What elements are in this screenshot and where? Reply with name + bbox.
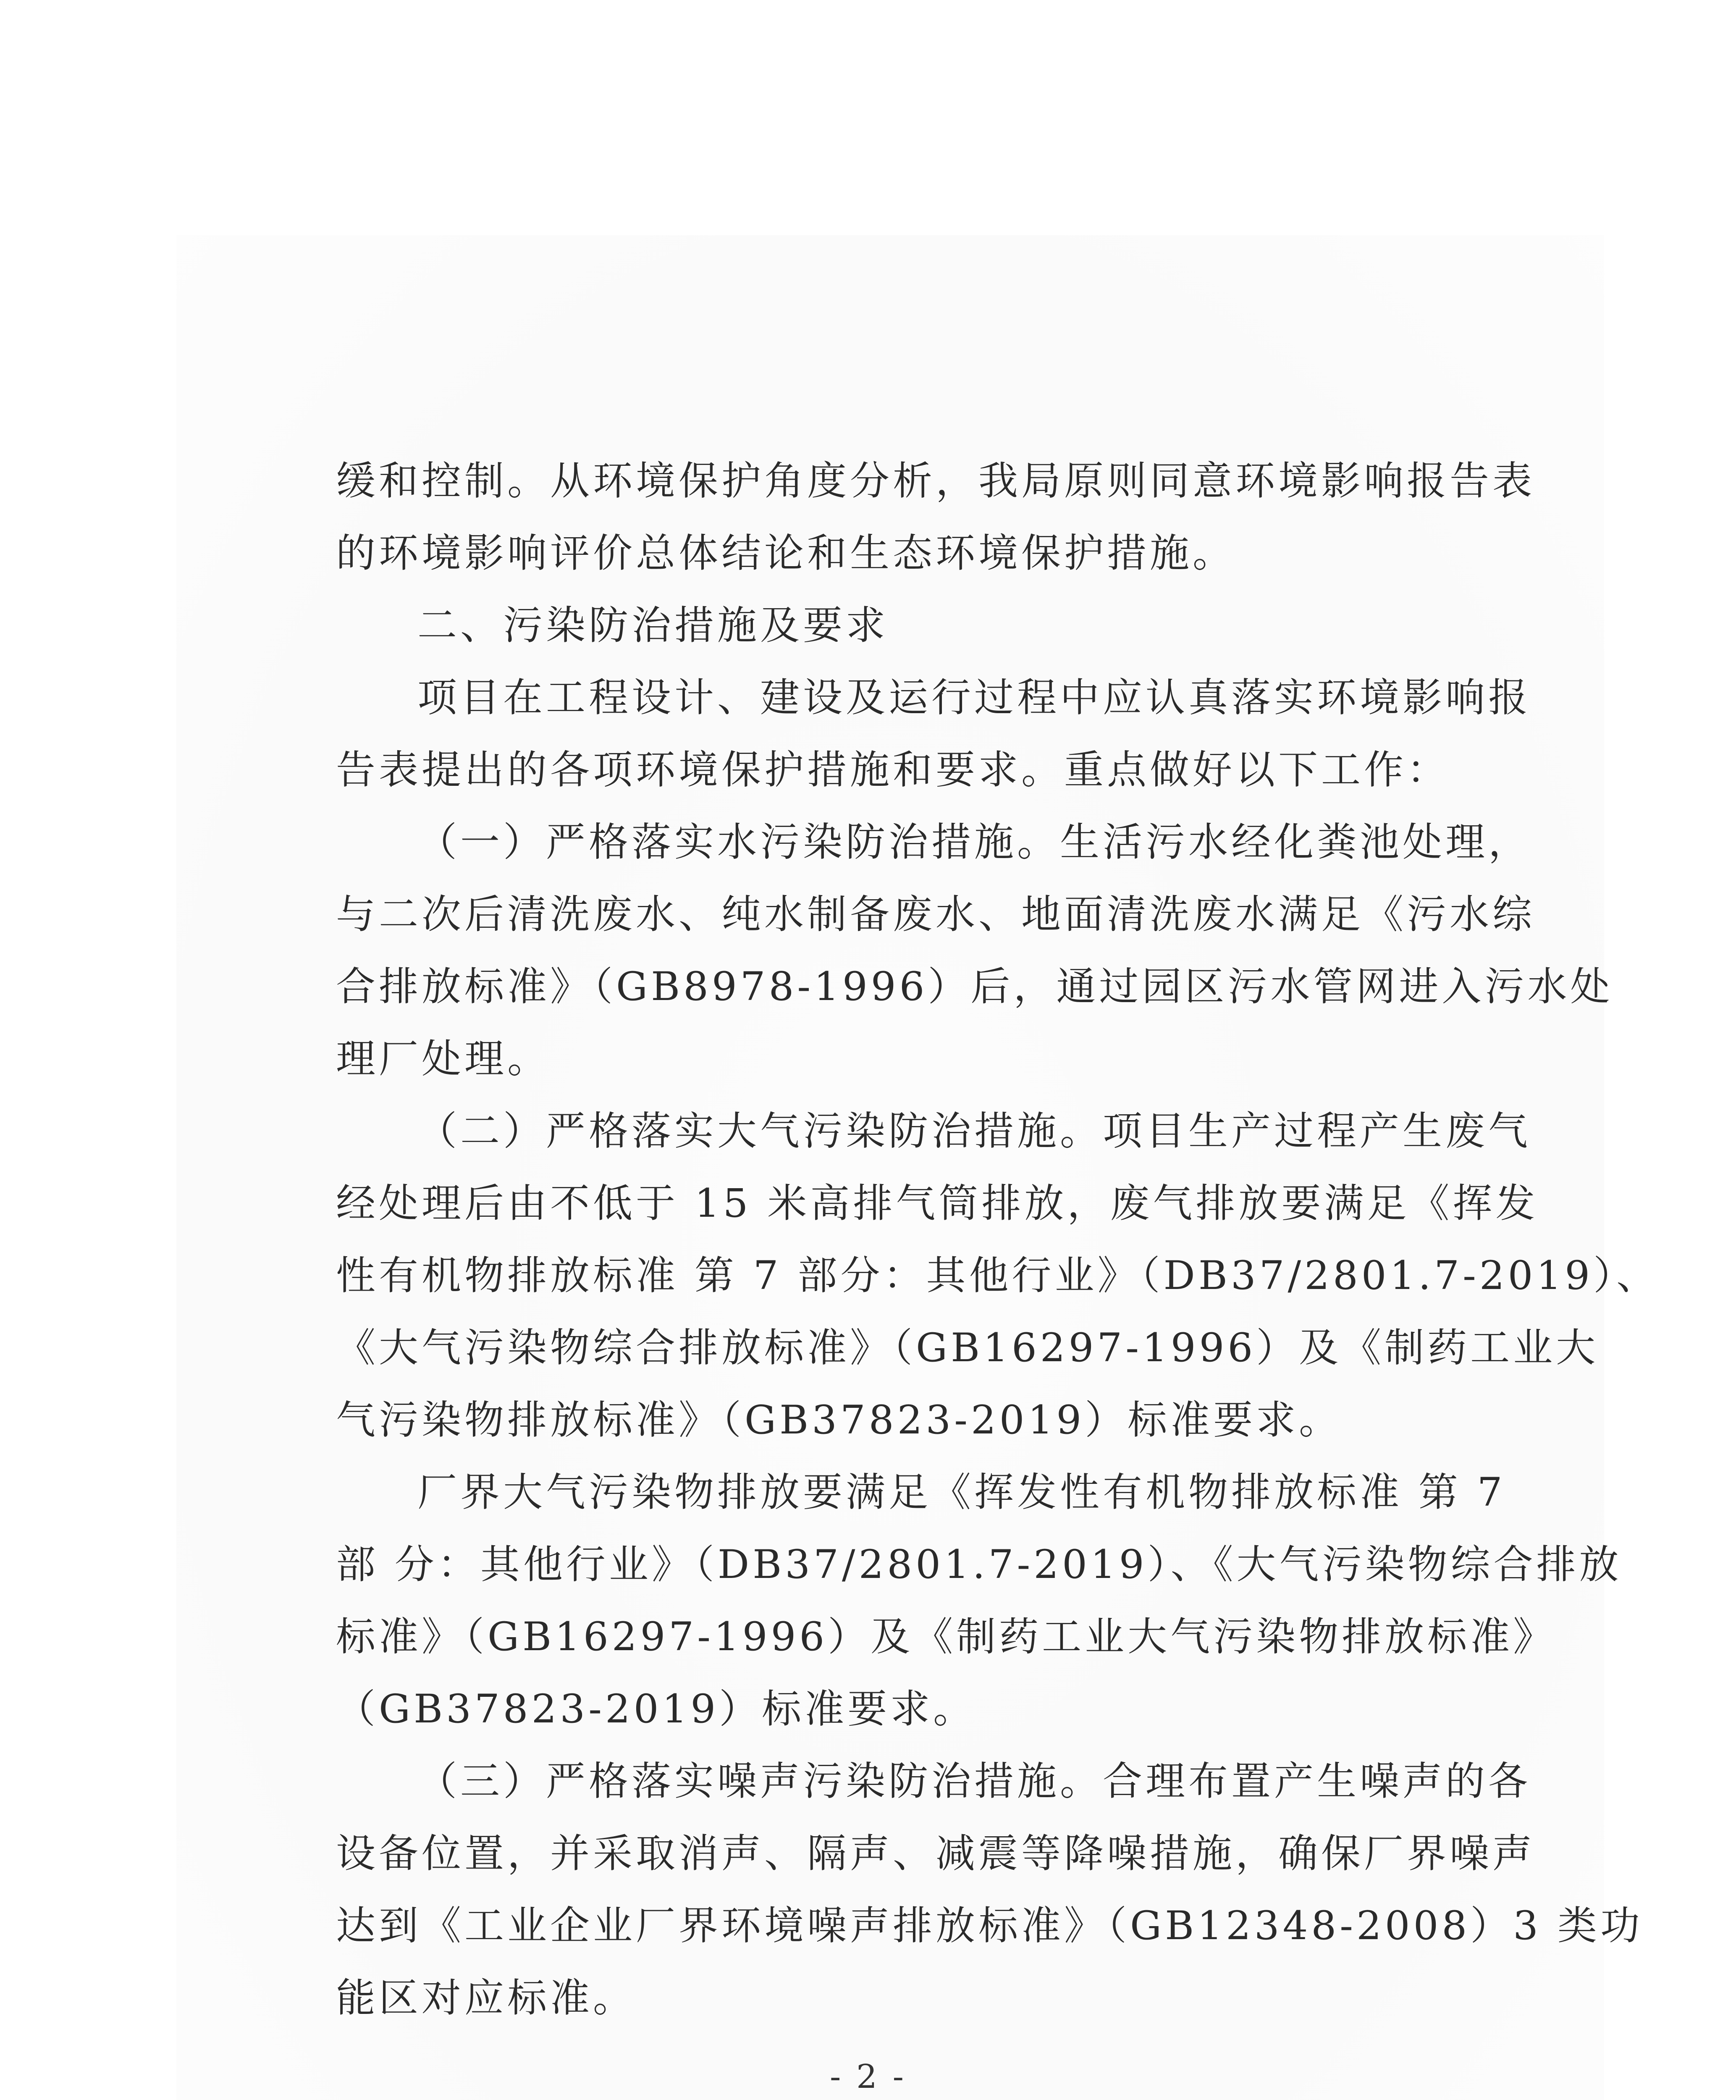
boundary-line-1: 厂界大气污染物排放要满足《挥发性有机物排放标准 第 7 <box>417 1470 1506 1515</box>
item-3-line-3: 达到《工业企业厂界环境噪声排放标准》（GB12348-2008）3 类功 <box>336 1903 1643 1949</box>
body-line-2: 的环境影响评价总体结论和生态环境保护措施。 <box>336 530 1236 576</box>
item-1-line-1: （一）严格落实水污染防治措施。生活污水经化粪池处理， <box>417 819 1531 865</box>
item-2-line-2: 经处理后由不低于 15 米高排气筒排放，废气排放要满足《挥发 <box>336 1181 1539 1226</box>
item-2-line-3: 性有机物排放标准 第 7 部分：其他行业》（DB37/2801.7-2019）、 <box>336 1253 1660 1299</box>
item-3-line-2: 设备位置，并采取消声、隔声、减震等降噪措施，确保厂界噪声 <box>336 1831 1536 1877</box>
document-body <box>336 445 1660 2034</box>
boundary-line-3: 标准》（GB16297-1996）及《制药工业大气污染物排放标准》 <box>336 1614 1556 1660</box>
item-1-line-4: 理厂处理。 <box>336 1036 551 1082</box>
item-1-line-2: 与二次后清洗废水、纯水制备废水、地面清洗废水满足《污水综 <box>336 892 1536 937</box>
body-line-1: 缓和控制。从环境保护角度分析，我局原则同意环境影响报告表 <box>336 458 1536 504</box>
item-1-line-3: 合排放标准》（GB8978-1996）后，通过园区污水管网进入污水处 <box>336 964 1613 1010</box>
item-3-line-4: 能区对应标准。 <box>336 1975 636 2021</box>
item-2-line-5: 气污染物排放标准》（GB37823-2019）标准要求。 <box>336 1397 1342 1443</box>
item-2-line-4: 《大气污染物综合排放标准》（GB16297-1996）及《制药工业大 <box>336 1325 1599 1371</box>
boundary-line-2: 部 分：其他行业》（DB37/2801.7-2019）、《大气污染物综合排放 <box>336 1542 1622 1588</box>
section-heading: 二、污染防治措施及要求 <box>417 603 889 648</box>
item-2-line-1: （二）严格落实大气污染防治措施。项目生产过程产生废气 <box>417 1108 1531 1154</box>
body-line-5: 告表提出的各项环境保护措施和要求。重点做好以下工作： <box>336 747 1450 793</box>
boundary-line-4: （GB37823-2019）标准要求。 <box>336 1686 976 1732</box>
item-3-line-1: （三）严格落实噪声污染防治措施。合理布置产生噪声的各 <box>417 1759 1531 1804</box>
page-number-inner: - 2 - <box>830 2058 906 2096</box>
body-line-4: 项目在工程设计、建设及运行过程中应认真落实环境影响报 <box>417 675 1531 721</box>
